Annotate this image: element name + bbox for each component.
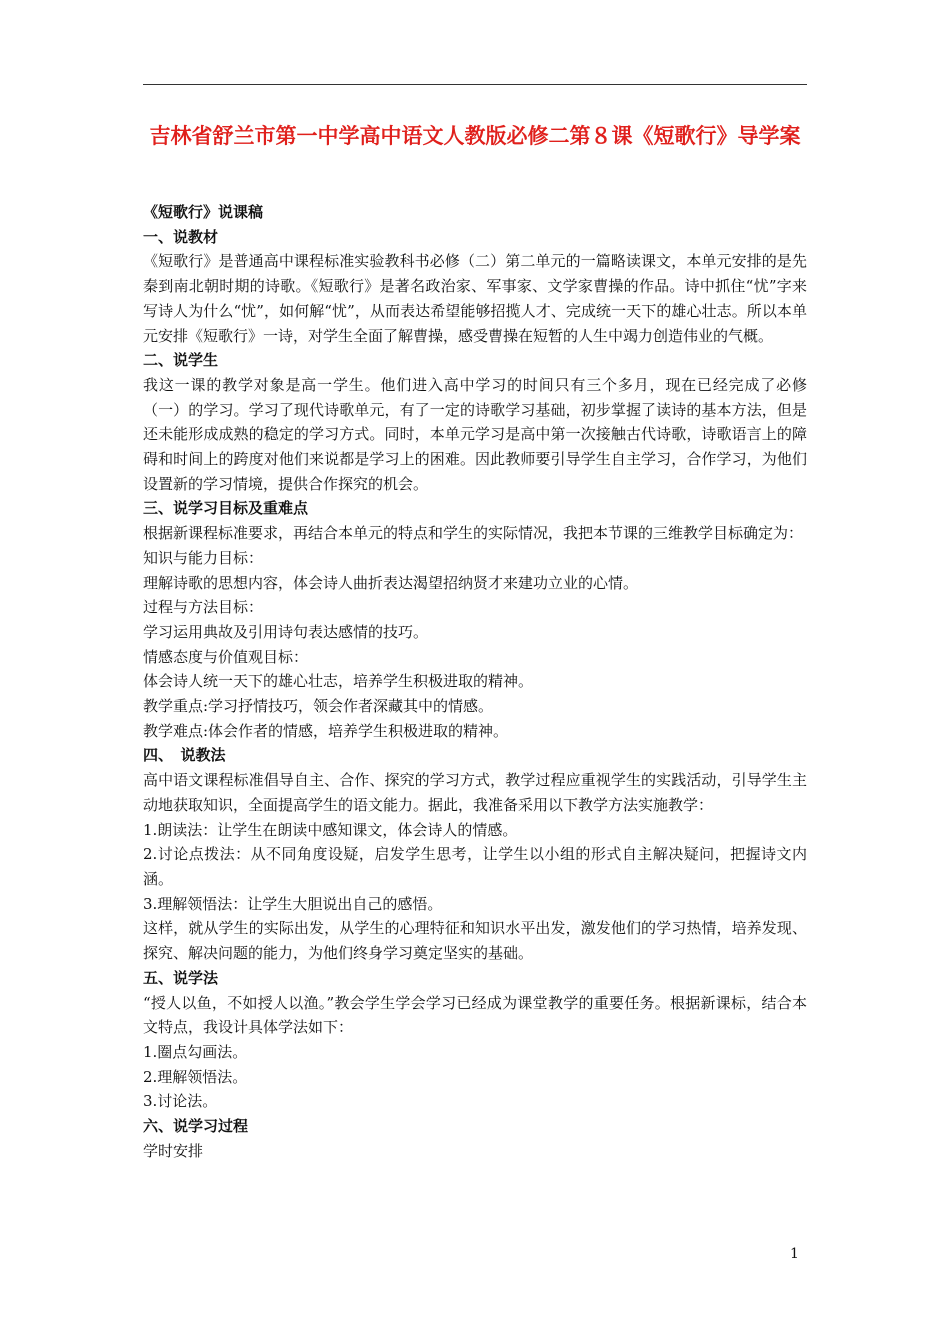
document-title: 吉林省舒兰市第一中学高中语文人教版必修二第８课《短歌行》导学案 xyxy=(149,123,801,148)
goal-1-text: 理解诗歌的思想内容，体会诗人曲折表达渴望招纳贤才来建功立业的心情。 xyxy=(143,573,639,592)
study-method-item-2: 2.理解领悟法。 xyxy=(143,1067,248,1086)
teaching-key-point: 教学重点:学习抒情技巧，领会作者深藏其中的情感。 xyxy=(143,697,494,716)
section-1-paragraph: 《短歌行》是普通高中课程标准实验教科书必修（二）第二单元的一篇略读课文，本单元安排的是先秦到南北朝时期的诗歌。《短歌行》是著名政治家、军事家、文学家曹操的作品。诗中抓住“忧”字来写诗人为什么“忧”，如何解“忧”，从而表达希望能够招揽人才、完成统一天下的雄心壮志。所以本单元安排《短歌行》一诗，对学生全面了解曹操，感受曹操在短暂的人生中竭力创造伟业的气概。 xyxy=(143,252,807,345)
goal-3-label: 情感态度与价值观目标： xyxy=(143,647,309,666)
section-5-paragraph: “授人以鱼，不如授人以渔。”教会学生学会学习已经成为课堂教学的重要任务。根据新课标，结合本文特点，我设计具体学法如下： xyxy=(143,993,807,1037)
section-heading-5: 五、说学法 xyxy=(143,968,219,987)
section-heading-2: 二、说学生 xyxy=(143,351,219,370)
teaching-difficulty: 教学难点:体会作者的情感，培养学生积极进取的精神。 xyxy=(143,721,509,740)
goal-2-label: 过程与方法目标： xyxy=(143,598,264,617)
header-rule xyxy=(143,84,807,85)
section-6-text: 学时安排 xyxy=(143,1141,204,1160)
study-method-item-3: 3.讨论法。 xyxy=(143,1092,218,1111)
section-heading-3: 三、说学习目标及重难点 xyxy=(143,499,309,518)
section-heading-6: 六、说学习过程 xyxy=(143,1117,249,1136)
section-3-intro: 根据新课程标准要求，再结合本单元的特点和学生的实际情况，我把本节课的三维教学目标确定为： xyxy=(143,524,804,543)
section-heading-1: 一、说教材 xyxy=(143,227,219,246)
method-item-2: 2.讨论点拨法：从不同角度设疑，启发学生思考，让学生以小组的形式自主解决疑问，把握诗文内涵。 xyxy=(143,845,807,888)
section-4-conclusion: 这样，就从学生的实际出发，从学生的心理特征和知识水平出发，激发他们的学习热情，培养发现、探究、解决问题的能力，为他们终身学习奠定坚实的基础。 xyxy=(143,919,807,963)
goal-2-text: 学习运用典故及引用诗句表达感情的技巧。 xyxy=(143,622,429,641)
section-2-paragraph: 我这一课的教学对象是高一学生。他们进入高中学习的时间只有三个多月，现在已经完成了必修（一）的学习。学习了现代诗歌单元，有了一定的诗歌学习基础，初步掌握了读诗的基本方法，但是还未能形成成熟的稳定的学习方式。同时，本单元学习是高中第一次接触古代诗歌，诗歌语言上的障碍和时间上的跨度对他们来说都是学习上的困难。因此教师要引导学生自主学习，合作学习，为他们设置新的学习情境，提供合作探究的机会。 xyxy=(143,375,807,493)
study-method-item-1: 1.圈点勾画法。 xyxy=(143,1042,248,1061)
section-4-paragraph: 高中语文课程标准倡导自主、合作、探究的学习方式，教学过程应重视学生的实践活动，引导学生主动地获取知识，全面提高学生的语文能力。据此，我准备采用以下教学方法实施教学： xyxy=(143,771,807,814)
method-item-3: 3.理解领悟法：让学生大胆说出自己的感悟。 xyxy=(143,894,443,913)
section-heading-4: 四、 说教法 xyxy=(143,746,226,765)
document-body xyxy=(143,200,807,1163)
goal-1-label: 知识与能力目标： xyxy=(143,548,264,567)
subtitle: 《短歌行》说课稿 xyxy=(143,203,264,221)
page-number: 1 xyxy=(790,1246,799,1262)
method-item-1: 1.朗读法：让学生在朗读中感知课文，体会诗人的情感。 xyxy=(143,820,518,839)
goal-3-text: 体会诗人统一天下的雄心壮志，培养学生积极进取的精神。 xyxy=(143,672,534,691)
